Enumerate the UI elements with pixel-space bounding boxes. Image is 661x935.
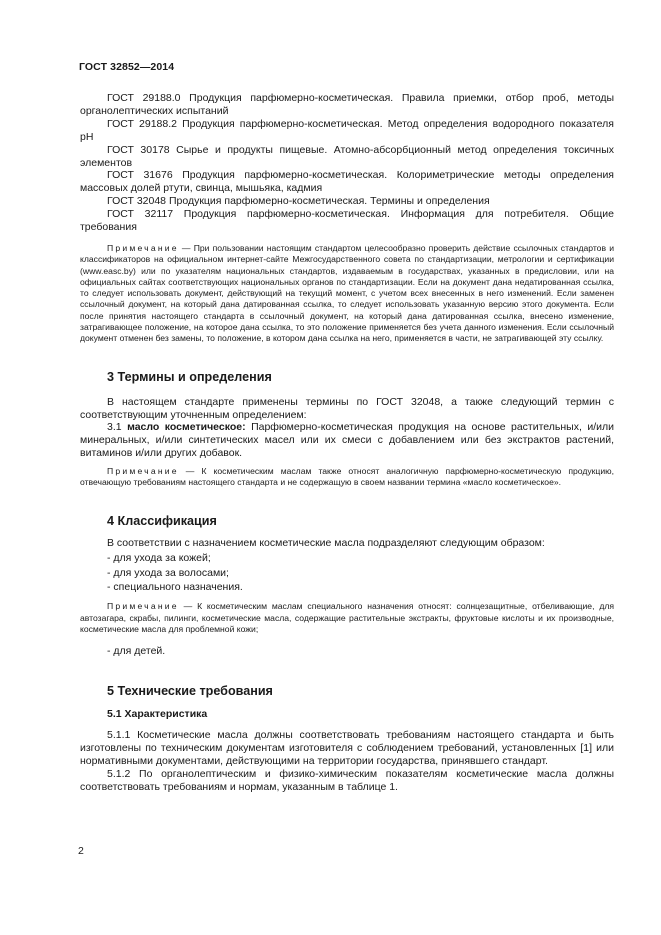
term-number: 3.1 bbox=[107, 421, 122, 434]
list-item: - для ухода за волосами; bbox=[107, 566, 229, 579]
note-text: К косметическим маслам также относят аналогичную парфюмерно-косметическую продукцию, отвечающую требованиям настоящего стандарта и не содержащую в своем названии термина «масло косметическое». bbox=[80, 466, 614, 488]
term-name: масло косметическое: bbox=[127, 421, 246, 434]
reference-item: ГОСТ 31676 Продукция парфюмерно-косметическая. Колориметрические методы определения массовых долей ртути, свинца, мышьяка, кадмия bbox=[80, 169, 614, 195]
paragraph-5-1-2: 5.1.2 По органолептическим и физико-химическим показателям косметические масла должны соответствовать требованиям и нормам, указанным в таблице 1. bbox=[80, 767, 614, 793]
section-3-intro: В настоящем стандарте применены термины по ГОСТ 32048, а также следующий термин с соответствующим уточненным определением: bbox=[80, 395, 614, 421]
reference-item: ГОСТ 32117 Продукция парфюмерно-косметическая. Информация для потребителя. Общие требования bbox=[80, 208, 614, 234]
note-section-3: Примечание — К косметическим маслам также относят аналогичную парфюмерно-косметическую продукцию, отвечающую требованиям настоящего стандарта и не содержащую в своем названии термина «масло косметическое». bbox=[80, 466, 614, 488]
note-label: Примечание bbox=[107, 601, 179, 612]
page-header-title: ГОСТ 32852—2014 bbox=[79, 61, 175, 73]
section-4-intro: В соответствии с назначением косметические масла подразделяют следующим образом: bbox=[107, 536, 545, 549]
note-text: К косметическим маслам специального назначения относят: солнцезащитные, отбеливающие, для автозагара, скрабы, пилинги, косметические масла, содержащие растительные экстракты, фруктовые кислоты и их производные, косметические масла для проблемной кожи; bbox=[80, 601, 614, 634]
note-references: Примечание — При пользовании настоящим стандартом целесообразно проверить действие ссылочных стандартов и классификаторов на официальном интернет-сайте Межгосударственного совета по стандартизации, метрологии и сертификации (www.easc.by) или по указателям национальных стандартов, издаваемым в государствах, указанных в предисловии, или на официальных сайтах соответствующих национальных органов по стандартизации. Если на документ дана недатированная ссылка, то следует использовать документ, действующий на текущий момент, с учетом всех внесенных в него изменений. Если заменен ссылочный документ, на который дана датированная ссылка, то следует использовать указанную версию этого документа. Если после принятия настоящего стандарта в ссылочный документ, на который дана датированная ссылка, внесено изменение, затрагивающее положение, на которое дана ссылка, то это положение применяется без учета данного изменения. Если ссылочный документ отменен без замены, то положение, в котором дана ссылка на него, применяется в части, не затрагивающей эту ссылку. bbox=[80, 242, 614, 344]
subsection-5-1-title: 5.1 Характеристика bbox=[107, 708, 208, 721]
paragraph-5-1-1: 5.1.1 Косметические масла должны соответствовать требованиям настоящего стандарта и быть изготовлены по техническим документам изготовителя с соблюдением требований, установленных [1] или нормативными документами, действующими на территории государства, принявшего стандарт. bbox=[80, 729, 614, 767]
note-text: При пользовании настоящим стандартом целесообразно проверить действие ссылочных стандартов и классификаторов на официальном интернет-сайте Межгосударственного совета по стандартизации, метрологии и сертификации (www.easc.by) или по указателям национальных стандартов, издаваемым в государствах, указанных в предисловии, или на официальных сайтах соответствующих национальных органов по стандартизации. Если на документ дана недатированная ссылка, то следует использовать документ, действующий на текущий момент, с учетом всех внесенных в него изменений. Если заменен ссылочный документ, на который дана датированная ссылка, то следует использовать указанную версию этого документа. Если после принятия настоящего стандарта в ссылочный документ, на который дана датированная ссылка, внесено изменение, затрагивающее положение, на которое дана ссылка, то это положение применяется без учета данного изменения. Если ссылочный документ отменен без замены, то положение, в котором дана ссылка на него, применяется в части, не затрагивающей эту ссылку. bbox=[80, 242, 614, 344]
page-content bbox=[80, 92, 614, 794]
note-label: Примечание bbox=[107, 242, 179, 253]
section-4-title: 4 Классификация bbox=[107, 513, 217, 528]
page-number: 2 bbox=[78, 845, 84, 857]
section-5-title: 5 Технические требования bbox=[107, 684, 273, 699]
note-section-4: Примечание — К косметическим маслам специального назначения относят: солнцезащитные, отбеливающие, для автозагара, скрабы, пилинги, косметические масла, содержащие растительные экстракты, фруктовые кислоты и их производные, косметические масла для проблемной кожи; bbox=[80, 601, 614, 634]
list-item: - для детей. bbox=[107, 645, 166, 658]
reference-item: ГОСТ 32048 Продукция парфюмерно-косметическая. Термины и определения bbox=[107, 195, 490, 208]
note-label: Примечание bbox=[107, 466, 179, 477]
reference-item: ГОСТ 29188.0 Продукция парфюмерно-косметическая. Правила приемки, отбор проб, методы органолептических испытаний bbox=[80, 92, 614, 117]
section-3-title: 3 Термины и определения bbox=[107, 369, 272, 384]
list-item: - для ухода за кожей; bbox=[107, 551, 211, 564]
reference-item: ГОСТ 29188.2 Продукция парфюмерно-косметическая. Метод определения водородного показателя рН bbox=[80, 117, 614, 143]
list-item: - специального назначения. bbox=[107, 581, 243, 594]
reference-item: ГОСТ 30178 Сырье и продукты пищевые. Атомно-абсорбционный метод определения токсичных элементов bbox=[80, 143, 614, 169]
term-text: Парфюмерно-косметическая продукция на основе растительных, и/или минеральных, и/или синтетических масел или их смеси с добавлением или без экстрактов растений, витаминов и/или других добавок. bbox=[80, 421, 614, 460]
term-definition bbox=[80, 421, 614, 460]
